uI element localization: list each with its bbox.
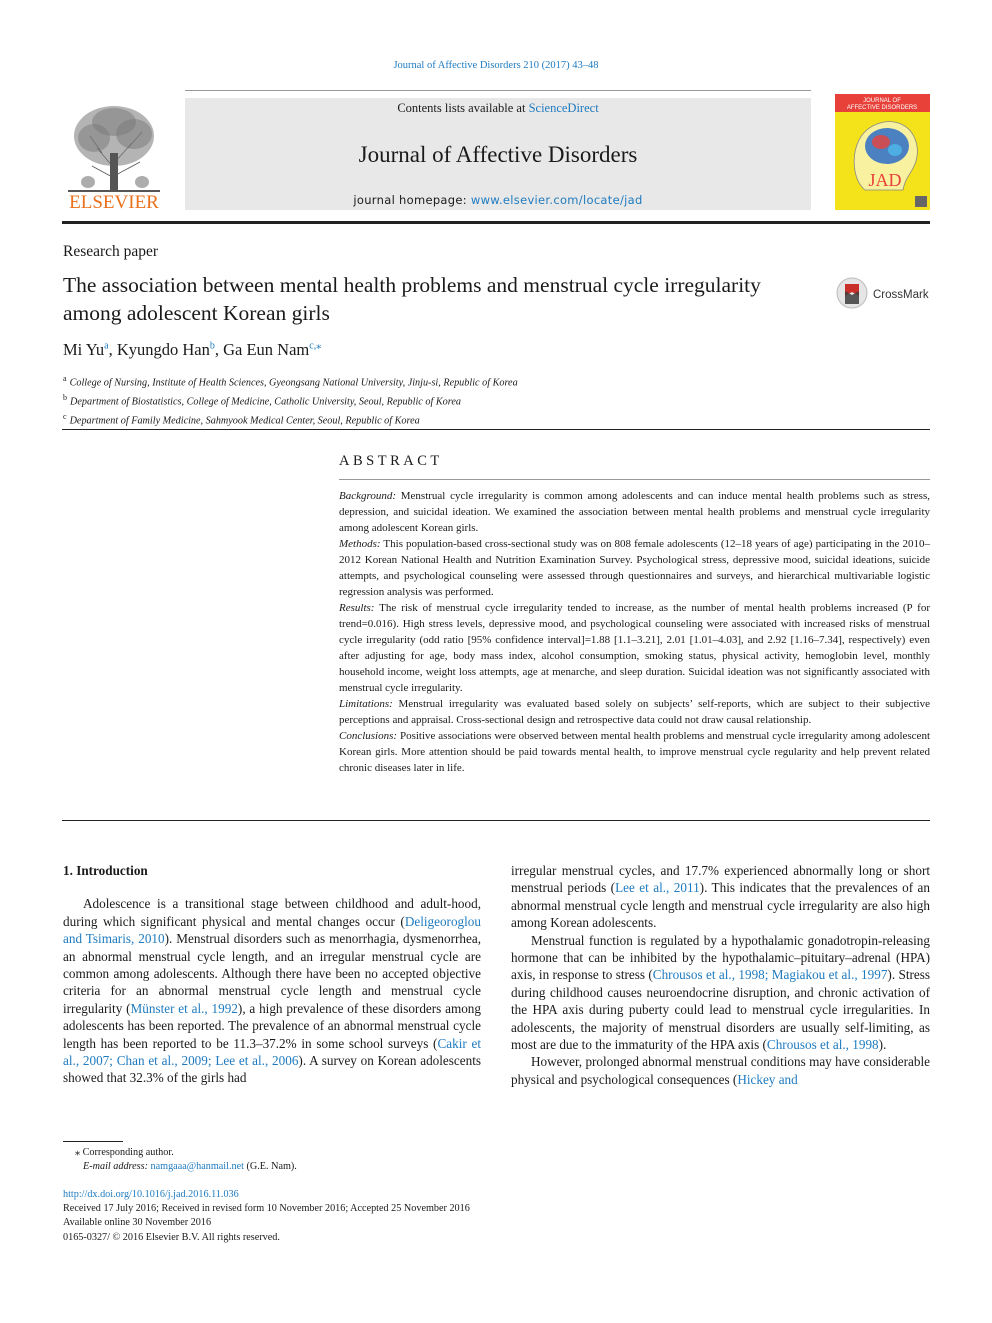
footnote-rule: [63, 1141, 123, 1142]
abstract-section-label: Methods:: [339, 538, 381, 550]
affiliation-text: College of Nursing, Institute of Health Sciences, Gyeongsang National University, Jinju-si, Republic of Korea: [69, 377, 518, 389]
affiliation-rule: [62, 429, 930, 430]
affiliation-item: [63, 410, 518, 429]
intro-paragraph-1: [63, 895, 481, 1086]
abstract-section: [339, 696, 930, 728]
citation-link[interactable]: Deligeoroglou and Tsimaris, 2010: [63, 913, 481, 947]
abstract-section-text: Menstrual irregularity was evaluated based solely on subjects’ self-reports, which are subject to their subjective perceptions and appraisal. Cross-sectional design and retrospective data could not draw causal relationship.: [339, 698, 930, 726]
paragraph-text: ). A survey on Korean adolescents showed that 32.3% of the girls had: [63, 1053, 482, 1086]
header-top-rule: [185, 90, 811, 91]
paragraph-text: ). Stress during childhood causes neuroendocrine disruption, and chronic activation of the HPA axis during puberty could lead to menstrual cycle irregularities. In adolescents, the majority of menstrual disorders are usually self-limiting, as most are due to the immaturity of the HPA axis (: [511, 967, 930, 1053]
abstract-section-label: Results:: [339, 602, 375, 614]
contents-available: [185, 101, 811, 116]
article-type: Research paper: [63, 243, 159, 260]
abstract-section-label: Background:: [339, 490, 397, 502]
abstract-section-label: Limitations:: [339, 698, 393, 710]
paragraph-text: ).: [878, 1037, 887, 1053]
cover-title-line2: AFFECTIVE DISORDERS: [846, 105, 918, 111]
citation-link[interactable]: Chrousos et al., 1998; Magiakou et al., 1997: [652, 967, 888, 983]
abstract-bottom-rule: [62, 820, 930, 821]
cover-title-line1: JOURNAL OF: [863, 98, 901, 104]
intro-paragraph-2: [511, 932, 930, 1054]
contents-prefix: Contents lists available at: [397, 101, 529, 115]
abstract-section-text: The risk of menstrual cycle irregularity tended to increase, as the number of mental health problems increased (P for trend=0.016). High stress levels, depressive mood, and psychological counseling were associated with increased risks of menstrual cycle irregularity (odd ratio [95% confidence interval]=1.88 [1.1–3.21], 2.01 [1.01–4.03], and 2.92 [1.16–7.34], respectively) even after adjusting for age, body mass index, alcohol consumption, smoking status, physical activity, hemoglobin level, monthly household income, weight loss attempts, age at menarche, and sleep duration. Suicidal ideation was not significantly associated with menstrual cycle irregularity.: [339, 602, 930, 694]
citation-link[interactable]: Cakir et al., 2007; Chan et al., 2009; Lee et al., 2006: [63, 1035, 481, 1069]
citation-link[interactable]: Hickey and: [737, 1071, 798, 1087]
paragraph-text: irregular menstrual cycles, and 17.7% experienced abnormally long or short menstrual periods (: [511, 863, 930, 896]
author-affiliation-marker[interactable]: b: [209, 340, 215, 352]
email-suffix: (G.E. Nam).: [243, 1161, 297, 1172]
homepage-prefix: journal homepage:: [353, 193, 471, 207]
journal-cover-image[interactable]: [835, 94, 930, 210]
copyright: 0165-0327/ © 2016 Elsevier B.V. All rights reserved.: [63, 1231, 280, 1243]
abstract-section: [339, 536, 930, 600]
journal-name: Journal of Affective Disorders: [358, 142, 638, 167]
author-list: [63, 340, 321, 360]
author-affiliation-marker[interactable]: c,⁎: [309, 340, 322, 352]
available-online: Available online 30 November 2016: [63, 1217, 212, 1229]
journal-citation[interactable]: Journal of Affective Disorders 210 (2017) 43–48: [393, 60, 599, 71]
affiliations: [63, 372, 518, 429]
paragraph-text: ). This indicates that the prevalences of an abnormal menstrual cycle length and menstrual cycle irregularity are also high among Korean adolescents.: [511, 880, 931, 931]
crossmark-badge[interactable]: [836, 277, 932, 309]
abstract-section-text: This population-based cross-sectional study was on 808 female adolescents (12–18 years of age) participating in the 2010–2012 Korean National Health and Nutrition Examination Survey. Psychological stress, depressive mood, suicidal ideations, suicide attempts, and psychological counseling were assessed through questionnaires and surveys, and hierarchical multivariable logistic regression analysis was performed.: [339, 538, 930, 598]
abstract-heading: ABSTRACT: [339, 453, 443, 469]
section-heading-introduction: 1. Introduction: [63, 863, 148, 878]
citation-link[interactable]: Chrousos et al., 1998: [766, 1037, 879, 1053]
paragraph-text: However, prolonged abnormal menstrual conditions may have considerable physical and psychological consequences (: [511, 1054, 930, 1087]
affiliation-marker: c: [63, 411, 67, 421]
elsevier-tree-logo[interactable]: [62, 98, 166, 210]
paragraph-text: ), a high prevalence of these disorders among adolescents has been reported. The prevalence of an abnormal menstrual cycle length has been reported to be 11.3–37.2% in some school surveys (: [63, 1000, 481, 1051]
cover-acronym: JAD: [868, 170, 902, 190]
affiliation-item: [63, 372, 518, 391]
body-column-right: [511, 862, 930, 1088]
abstract-section: [339, 728, 930, 776]
author-affiliation-marker[interactable]: a: [104, 340, 109, 352]
affiliation-marker: a: [63, 374, 67, 383]
citation-link[interactable]: Münster et al., 1992: [130, 1000, 238, 1016]
header-bottom-rule: [62, 221, 930, 224]
affiliation-text: Department of Family Medicine, Sahmyook Medical Center, Seoul, Republic of Korea: [69, 415, 420, 427]
paragraph-text: ). Menstrual disorders such as menorrhagia, dysmenorrhea, an abnormal menstrual cycle length, and an irregular menstrual cycle are common among adolescents. Although there have been no accepted objective criteria for an abnormal menstrual cycle length and menstrual cycle irregularity (: [63, 931, 481, 1016]
sciencedirect-link[interactable]: ScienceDirect: [528, 101, 599, 115]
corresponding-author-note: ⁎ Corresponding author.: [75, 1147, 174, 1158]
abstract-section-text: Menstrual cycle irregularity is common among adolescents and can induce mental health problems such as stress, depression, and suicidal ideation. We examined the association between mental health problems and menstrual cycle irregularity among adolescent Korean girls.: [339, 490, 930, 534]
affiliation-marker: b: [63, 392, 67, 402]
paragraph-text: Adolescence is a transitional stage between childhood and adult-hood, during which significant physical and mental changes occur (: [63, 896, 481, 929]
doi-link[interactable]: http://dx.doi.org/10.1016/j.jad.2016.11.036: [63, 1189, 239, 1200]
intro-paragraph-3: [511, 1053, 930, 1088]
elsevier-wordmark: ELSEVIER: [69, 192, 159, 210]
abstract-section-text: Positive associations were observed between mental health problems and menstrual cycle irregularity among adolescent Korean girls. More attention should be paid towards mental health, to improve menstrual cycle regularity and help prevent related chronic diseases later in life.: [339, 730, 930, 774]
paragraph-text: Menstrual function is regulated by a hypothalamic gonadotropin-releasing hormone that can be inhibited by the hypothalamic–pituitary–adrenal (HPA) axis, in response to stress (: [511, 932, 930, 983]
email-note: [63, 1160, 297, 1174]
received-dates: Received 17 July 2016; Received in revised form 10 November 2016; Accepted 25 November 2016: [63, 1203, 470, 1215]
affiliation-text: Department of Biostatistics, College of Medicine, Catholic University, Seoul, Republic of Korea: [70, 396, 461, 408]
email-link[interactable]: namgaaa@hanmail.net: [150, 1161, 244, 1172]
publication-info: [63, 1188, 470, 1245]
abstract-section: [339, 600, 930, 696]
intro-paragraph-1-continued: [511, 862, 930, 932]
footnotes: [63, 1146, 297, 1174]
citation-link[interactable]: Lee et al., 2011: [615, 880, 700, 896]
email-label: E-mail address:: [83, 1161, 148, 1172]
affiliation-item: [63, 391, 518, 410]
journal-homepage: [185, 193, 811, 207]
abstract-section: [339, 488, 930, 536]
abstract-heading-rule: [339, 479, 930, 480]
crossmark-label: CrossMark: [873, 289, 929, 301]
author-name[interactable]: Mi Yu: [63, 340, 105, 359]
author-separator: ,: [214, 340, 224, 359]
abstract-body: [339, 488, 930, 776]
author-name[interactable]: Kyungdo Han: [116, 340, 210, 359]
homepage-link[interactable]: www.elsevier.com/locate/jad: [470, 193, 643, 207]
abstract-section-label: Conclusions:: [339, 730, 398, 742]
article-title: The association between mental health problems and menstrual cycle irregularity among adolescent Korean girls: [63, 273, 761, 325]
body-column-left: [63, 862, 481, 1087]
author-name[interactable]: Ga Eun Nam: [223, 340, 310, 359]
author-separator: ,: [108, 340, 117, 359]
